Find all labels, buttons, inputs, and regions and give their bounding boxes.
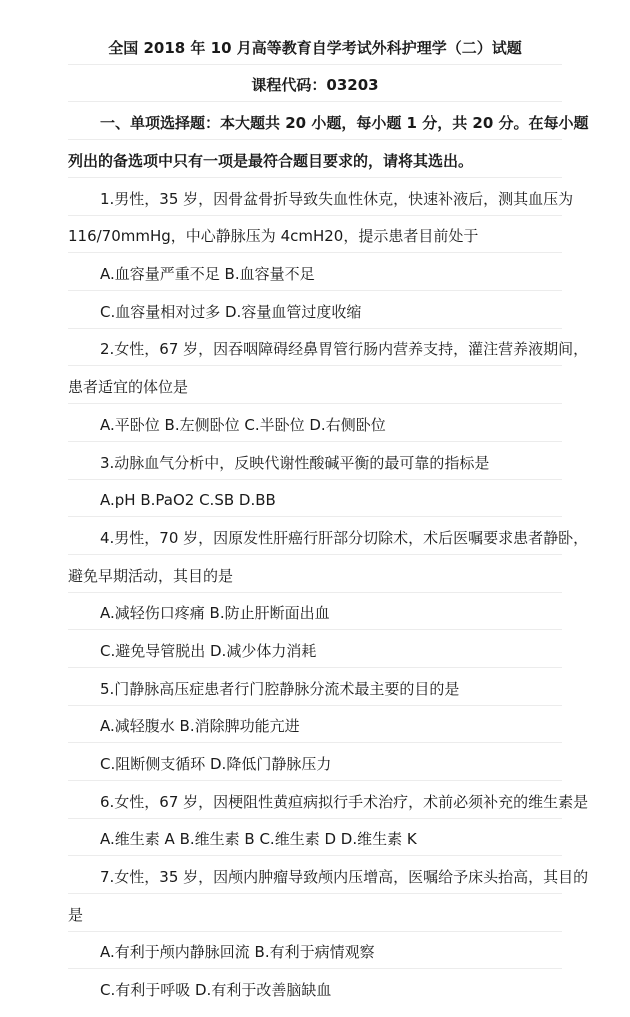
question-6-stem-line1: 6.女性，67 岁，因梗阻性黄疸病拟行手术治疗，术前必须补充的维生素是 xyxy=(100,793,589,811)
question-5-options-line2: C.阻断侧支循环 D.降低门静脉压力 xyxy=(100,755,332,773)
question-5-options-line1: A.减轻腹水 B.消除脾功能亢进 xyxy=(100,717,300,735)
question-1-options-line1: A.血容量严重不足 B.血容量不足 xyxy=(100,265,315,283)
question-1-stem-line1: 1.男性，35 岁，因骨盆骨折导致失血性休克，快速补液后，测其血压为 xyxy=(100,190,574,208)
divider xyxy=(68,328,562,329)
section-heading-line1: 一、单项选择题：本大题共 20 小题，每小题 1 分，共 20 分。在每小题 xyxy=(100,114,589,132)
divider xyxy=(68,818,562,819)
divider xyxy=(68,365,562,366)
course-code: 课程代码：03203 xyxy=(251,76,379,94)
divider xyxy=(68,101,562,102)
question-2-options-line1: A.平卧位 B.左侧卧位 C.半卧位 D.右侧卧位 xyxy=(100,416,386,434)
question-6-options-line1: A.维生素 A B.维生素 B C.维生素 D D.维生素 K xyxy=(100,830,417,848)
question-1-options-line2: C.血容量相对过多 D.容量血管过度收缩 xyxy=(100,303,362,321)
question-4-options-line2: C.避免导管脱出 D.减少体力消耗 xyxy=(100,642,317,660)
question-4-stem-line1: 4.男性，70 岁，因原发性肝癌行肝部分切除术，术后医嘱要求患者静卧， xyxy=(100,529,589,547)
divider xyxy=(68,64,562,65)
divider xyxy=(68,215,562,216)
divider xyxy=(68,705,562,706)
question-7-stem-line1: 7.女性，35 岁，因颅内肿瘤导致颅内压增高，医嘱给予床头抬高，其目的 xyxy=(100,868,589,886)
question-3-stem-line1: 3.动脉血气分析中，反映代谢性酸碱平衡的最可靠的指标是 xyxy=(100,454,490,472)
divider xyxy=(68,403,562,404)
question-4-options-line1: A.减轻伤口疼痛 B.防止肝断面出血 xyxy=(100,604,330,622)
divider xyxy=(68,139,562,140)
divider xyxy=(68,893,562,894)
exam-title: 全国 2018 年 10 月高等教育自学考试外科护理学（二）试题 xyxy=(108,39,522,57)
divider xyxy=(68,177,562,178)
question-5-stem-line1: 5.门静脉高压症患者行门腔静脉分流术最主要的目的是 xyxy=(100,680,460,698)
section-heading-line2: 列出的备选项中只有一项是最符合题目要求的，请将其选出。 xyxy=(68,152,474,170)
divider xyxy=(68,479,562,480)
divider xyxy=(68,780,562,781)
divider xyxy=(68,667,562,668)
divider xyxy=(68,516,562,517)
divider xyxy=(68,931,562,932)
divider xyxy=(68,968,562,969)
divider xyxy=(68,290,562,291)
question-7-options-line2: C.有利于呼吸 D.有利于改善脑缺血 xyxy=(100,981,332,999)
question-7-options-line1: A.有利于颅内静脉回流 B.有利于病情观察 xyxy=(100,943,375,961)
question-2-stem-line2: 患者适宜的体位是 xyxy=(68,378,189,396)
question-4-stem-line2: 避免早期活动，其目的是 xyxy=(68,567,234,585)
divider xyxy=(68,441,562,442)
divider xyxy=(68,252,562,253)
divider xyxy=(68,855,562,856)
question-3-options-line1: A.pH B.PaO2 C.SB D.BB xyxy=(100,491,276,509)
divider xyxy=(68,592,562,593)
divider xyxy=(68,742,562,743)
divider xyxy=(68,629,562,630)
question-2-stem-line1: 2.女性，67 岁，因吞咽障碍经鼻胃管行肠内营养支持，灌注营养液期间， xyxy=(100,340,589,358)
divider xyxy=(68,554,562,555)
question-1-stem-line2: 116/70mmHg，中心静脉压为 4cmH20，提示患者目前处于 xyxy=(68,227,479,245)
question-7-stem-line2: 是 xyxy=(68,906,84,924)
